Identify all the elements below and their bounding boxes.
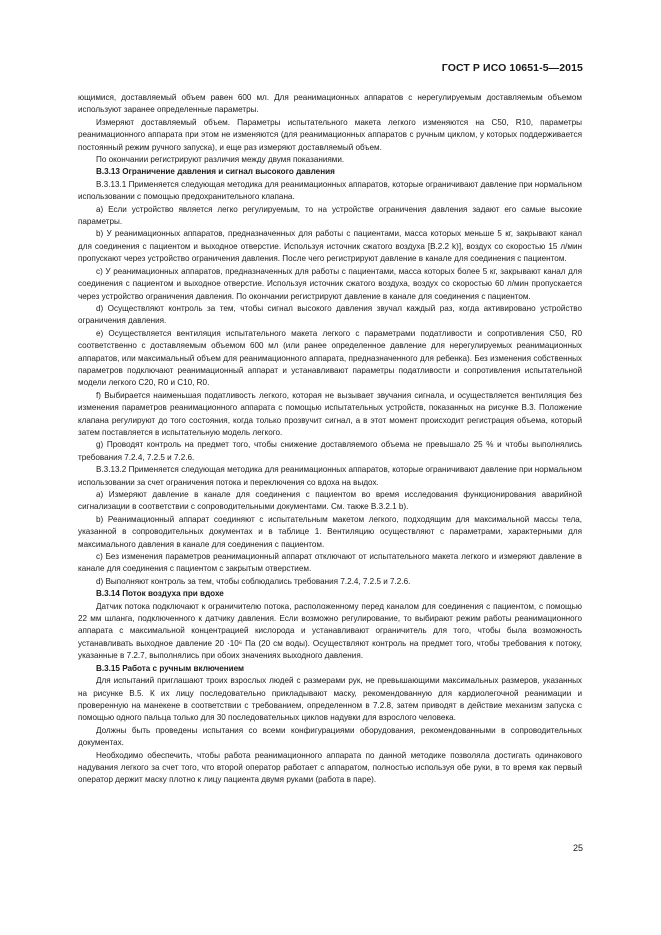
section-heading: В.3.15 Работа с ручным включением (96, 663, 245, 673)
paragraph: а) Если устройство является легко регулируемым, то на устройстве ограничения давления задают его самые высокие параметры. (78, 204, 582, 227)
paragraph: b) Реанимационный аппарат соединяют с испытательным макетом легкого, подходящим для максимальной массы тела, указанной в сопроводительных документах и в таблице 1. Вентиляцию осуществляют с параметрами, характерными для максимального давления в канале для соединения с пациентом. (78, 514, 582, 549)
document-body (78, 92, 582, 787)
paragraph: е) Осуществляется вентиляция испытательного макета легкого с параметрами податливости и сопротивления C50, R0 соответственно с доставляемым объемом 600 мл (или ранее определенное давление для нерегулируемых реанимационных аппаратов, или максимальный объем для реанимационного аппарата, предназначенного для ребенка). Без изменения собственных параметров подключают реанимационный аппарат и устанавливают параметры податливости и сопротивления испытательной модели легкого C20, R0 и C10, R0. (78, 328, 582, 388)
paragraph: f) Выбирается наименьшая податливость легкого, которая не вызывает звучания сигнала, и осуществляется вентиляция без изменения параметров реанимационного аппарата с помощью испытательных устройств, показанных на рисунке В.3. Положение клапана регулируют до того состояния, когда только прозвучит сигнал, а в этот момент происходит регистрация объема, который затем поставляется в испытательную модель легкого. (78, 390, 582, 437)
paragraph: В.3.13.2 Применяется следующая методика для реанимационных аппаратов, которые ограничивают давление при нормальном использовании за счет ограничения потока и переключения со вдоха на выдох. (78, 465, 582, 487)
paragraph: Датчик потока подключают к ограничителю потока, расположенному перед каналом для соединения с пациентом, с помощью 22 мм шланга, подключенного к датчику давления. Если возможно регулирование, то выбирают режим работы реанимационного аппарата с максимальной концентрацией кислорода и устанавливают ограничитель для того, чтобы была возможность устанавливать выходное давление 20 ·10⁶ Па (20 см воды). Осуществляют контроль на предмет того, чтобы требования к потоку, указанные в 7.2.7, выполнялись при обоих значениях выходного давления. (78, 601, 582, 661)
page-header-title: ГОСТ Р ИСО 10651-5—2015 (441, 62, 583, 74)
paragraph: В.3.13.1 Применяется следующая методика для реанимационных аппаратов, которые ограничивают давление при нормальном использовании с помощью предохранительного клапана. (78, 179, 582, 202)
paragraph: g) Проводят контроль на предмет того, чтобы снижение доставляемого объема не превышало 25 % и чтобы выполнялись требования 7.2.4, 7.2.5 и 7.2.6. (78, 440, 582, 462)
section-heading: В.3.14 Поток воздуха при вдохе (96, 589, 224, 599)
paragraph: с) Без изменения параметров реанимационный аппарат отключают от испытательного макета легкого и измеряют давление в канале для соединения с пациентом с закрытым отверстием. (78, 552, 582, 574)
paragraph: Измеряют доставляемый объем. Параметры испытательного макета легкого изменяются на C50, R10, параметры реанимационного аппарата при этом не изменяются (для реанимационных аппаратов с ручным циклом, у которых поддерживается постоянный режим ручного запуска), и еще раз измеряют доставляемый объем. (78, 117, 582, 152)
paragraph: По окончании регистрируют различия между двумя показаниями. (96, 155, 345, 165)
paragraph: Должны быть проведены испытания со всеми конфигурациями оборудования, рекомендованными в сопроводительных документах. (78, 725, 582, 748)
paragraph: а) Измеряют давление в канале для соединения с пациентом во время исследования функционирования аварийной сигнализации в соответствии с сопроводительными документами. См. также В.3.2.1 b). (78, 490, 582, 512)
paragraph: Необходимо обеспечить, чтобы работа реанимационного аппарата по данной методике позволяла достигать одинакового надувания легкого за счет того, что второй оператор работает с аппаратом, полностью используя обе руки, в то время как первый оператор держит маску плотно к лицу пациента двумя руками (работа в паре). (78, 750, 582, 785)
paragraph: ющимися, доставляемый объем равен 600 мл. Для реанимационных аппаратов с нерегулируемым доставляемым объемом используют заранее определенные параметры. (78, 93, 582, 115)
paragraph: d) Осуществляют контроль за тем, чтобы сигнал высокого давления звучал каждый раз, когда активировано устройство ограничения давления. (78, 303, 582, 326)
paragraph: Для испытаний приглашают троих взрослых людей с размерами рук, не превышающими максимальных размеров, указанных на рисунке В.5. К их лицу последовательно прикладывают маску, рекомендованную для кардиолегочной реанимации и проверенную на манекене в соответствии с требованием, определенном в 7.2.8, затем приводят в действие механизм запуска с помощью одного пальца только для 30 последовательных циклов надувки для взрослого человека. (78, 676, 582, 723)
paragraph: b) У реанимационных аппаратов, предназначенных для работы с пациентами, масса которых меньше 5 кг, закрывают канал для соединения с пациентом и выходное отверстие. Используя источник сжатого воздуха [В.2.2 k)], воздух со скоростью 15 л/мин пропускают через устройство ограничения давления. После чего регистрируют давление в канале для соединения с пациентом. (78, 229, 582, 264)
paragraph: d) Выполняют контроль за тем, чтобы соблюдались требования 7.2.4, 7.2.5 и 7.2.6. (96, 576, 411, 586)
paragraph: с) У реанимационных аппаратов, предназначенных для работы с пациентами, масса которых более 5 кг, закрывают канал для соединения с пациентом и выходное отверстие. Используя источник сжатого воздуха, воздух со скоростью 60 л/мин пропускается через устройство ограничения давления. По окончании регистрируют давление в канале для соединения с пациентом. (78, 266, 582, 301)
page-number: 25 (572, 843, 583, 853)
section-heading: В.3.13 Ограничение давления и сигнал высокого давления (96, 167, 335, 177)
